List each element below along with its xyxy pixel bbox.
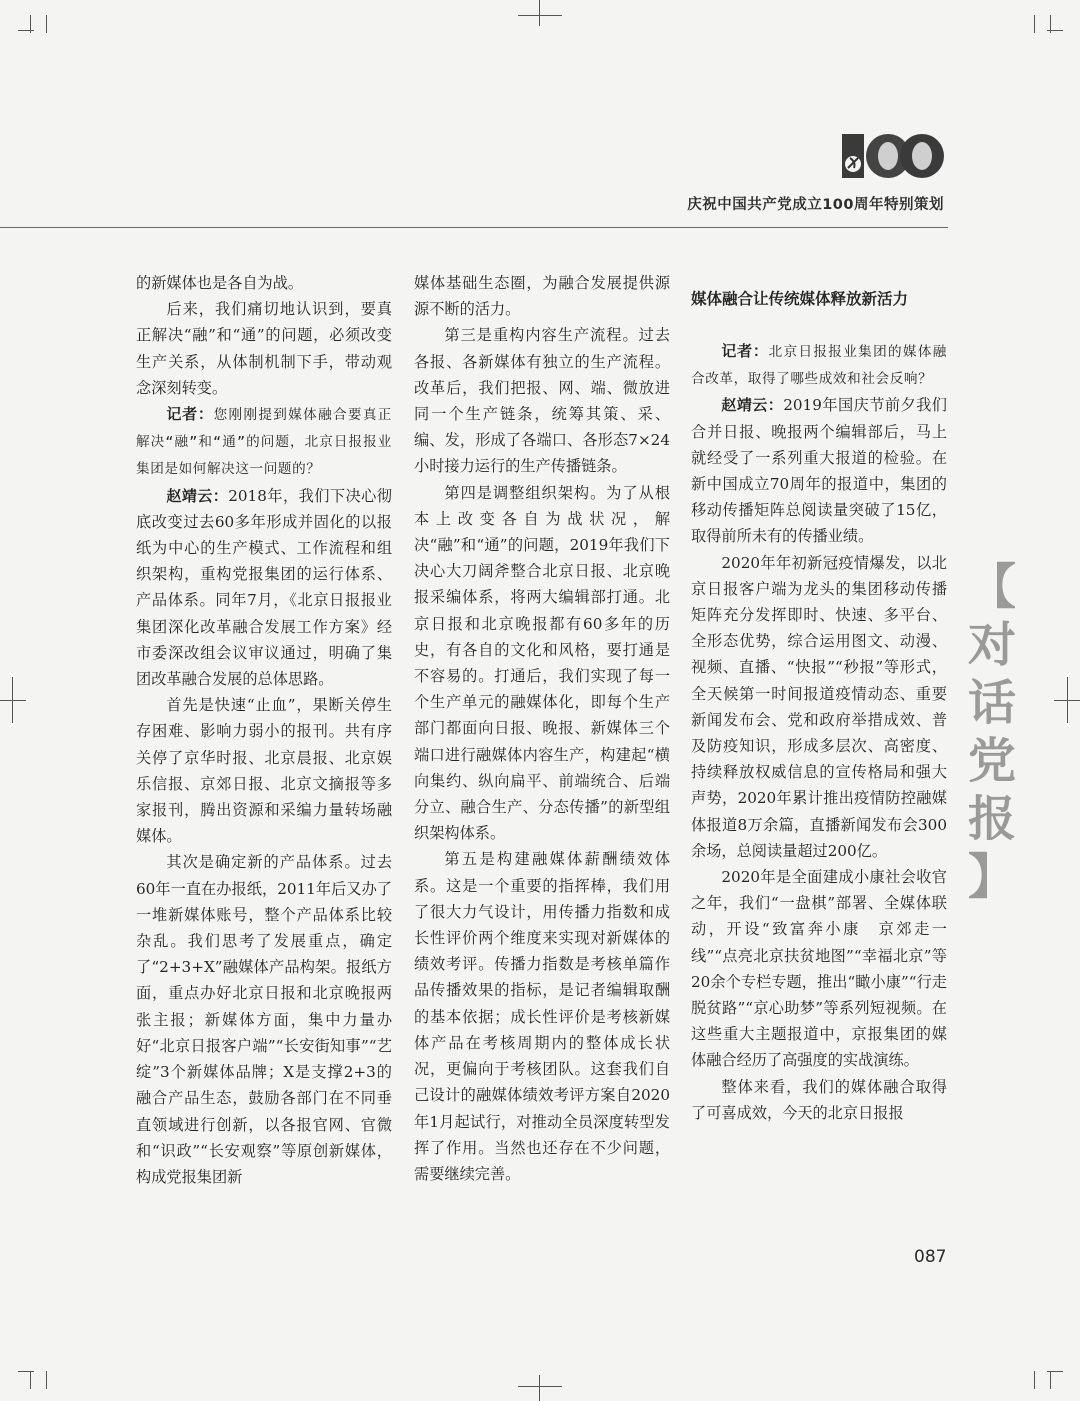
interview-answer <box>691 392 947 549</box>
crop-mark-bottom-right-v2 <box>1050 1371 1051 1389</box>
crop-mark-top-right-v1 <box>1034 15 1035 33</box>
paragraph: 2020年是全面建成小康社会收官之年，我们“一盘棋”部署、全媒体联动，开设“致富奔小康 京郊走一线”“点亮北京扶贫地图”“幸福北京”等20余个专栏专题，推出“瞰小康”“行走脱贫路”“京心助梦”等系列短视频。在这些重大主题报道中，京报集团的媒体融合经历了高强度的实战演练。 <box>691 868 947 1070</box>
crop-mark-mid-left-v <box>12 677 13 723</box>
paragraph: 第三是重构内容生产流程。过去各报、各新媒体有独立的生产流程。改革后，我们把报、网、端、微放进同一个生产链条，统筹其策、采、编、发，形成了各端口、各形态7×24小时接力运行的生产传播链条。 <box>414 326 670 476</box>
logo-badge-text: 100 <box>836 128 838 129</box>
crop-mark-top-right-h <box>1047 30 1063 31</box>
paragraph: 第五是构建融媒体薪酬绩效体系。这是一个重要的指挥棒，我们用了很大力气设计，用传播力指数和成长性评价两个维度来实现对新媒体的绩效考评。传播力指数是考核单篇作品传播效果的指标，是记者编辑取酬的基本依据；成长性评价是考核新媒体产品在考核周期内的整体成长状况，更偏向于考核团队。这套我们自己设计的融媒体绩效考评方案自2020年1月起试行，对推动全员深度转型发挥了作用。当然也还存在不少问题，需要继续完善。 <box>414 850 670 1183</box>
header-rule <box>0 227 948 228</box>
party-centenary-logo <box>836 128 948 184</box>
paragraph: 2020年年初新冠疫情爆发，以北京日报客户端为龙头的集团移动传播矩阵充分发挥即时、快速、多平台、全形态优势，综合运用图文、动漫、视频、直播、“快报”“秒报”等形式，全天候第一时间报道疫情动态、重要新闻发布会、党和政府举措成效、普及防疫知识，形成多层次、高密度、持续释放权威信息的宣传格局和强大声势，2020年累计推出疫情防控融媒体报道8万余篇，直播新闻发布会300余场，总阅读量超过200亿。 <box>691 553 947 860</box>
paragraph: 后来，我们痛切地认识到，要真正解决“融”和“通”的问题，必须改变生产关系，从体制机制下手，带动观念深刻转变。 <box>136 300 392 397</box>
section-side-title <box>962 558 1022 906</box>
article-column-2 <box>414 270 670 1187</box>
crop-mark-top-left-h <box>18 30 34 31</box>
paragraph: 第四是调整组织架构。为了从根本上改变各自为战状况，解决“融”和“通”的问题，2019年我们下决心大刀阔斧整合北京日报、北京晚报采编体系，将两大编辑部打通。北京日报和北京晚报都有60多年的历史，有各自的文化和风格，要打通是不容易的。打通后，我们实现了每一个生产单元的融媒体化，即每个生产部门都面向日报、晚报、新媒体三个端口进行融媒体内容生产，构建起“横向集约、纵向扁平、前端统合、后端分立、融合生产、分态传播”的新型组织架构体系。 <box>414 483 670 843</box>
interview-answer <box>136 483 392 693</box>
side-title-char: 党 <box>967 733 1016 789</box>
crop-mark-top-left-v1 <box>30 15 31 33</box>
article-column-1 <box>136 270 392 1190</box>
question-text: 北京日报报业集团的媒体融合改革，取得了哪些成效和社会反响？ <box>691 344 947 388</box>
crop-mark-bottom-left-v2 <box>46 1371 47 1389</box>
reporter-label: 记者： <box>166 405 214 424</box>
crop-mark-bottom-center-v <box>539 1375 540 1401</box>
article-column-3 <box>691 286 947 1126</box>
section-heading: 媒体融合让传统媒体释放新活力 <box>691 290 909 308</box>
page-number: 087 <box>914 1247 947 1267</box>
answer-text: 2019年国庆节前夕我们合并日报、晚报两个编辑部后，马上就经受了一系列重大报道的检验。在新中国成立70周年的报道中，集团的移动传播矩阵总阅读量突破了15亿，取得前所未有的传播业绩。 <box>691 396 947 546</box>
interviewee-label: 赵靖云： <box>721 396 784 415</box>
side-title-char: 话 <box>967 675 1016 731</box>
reporter-label: 记者： <box>721 342 769 360</box>
crop-mark-mid-left-h <box>0 700 26 701</box>
side-title-char: 报 <box>967 791 1016 847</box>
paragraph: 媒体基础生态圈，为融合发展提供源源不断的活力。 <box>414 274 670 319</box>
paragraph: 的新媒体也是各自为战。 <box>136 274 304 292</box>
interview-question <box>691 338 947 392</box>
crop-mark-top-center-v <box>539 0 540 26</box>
paragraph: 首先是快速“止血”，果断关停生存困难、影响力弱小的报刊。共有序关停了京华时报、北京晨报、北京娱乐信报、京郊日报、北京文摘报等多家报刊，腾出资源和采编力量转场融媒体。 <box>136 696 392 846</box>
paragraph: 整体来看，我们的媒体融合取得了可喜成效，今天的北京日报报 <box>691 1077 947 1122</box>
crop-mark-bottom-right-h <box>1047 1371 1063 1372</box>
side-title-char: 】 <box>967 849 1016 905</box>
header-title: 庆祝中国共产党成立100周年特别策划 <box>687 197 944 213</box>
crop-mark-mid-right-v <box>1067 677 1068 723</box>
crop-mark-bottom-right-v1 <box>1034 1371 1035 1389</box>
crop-mark-bottom-left-v1 <box>30 1371 31 1389</box>
side-title-char: 【 <box>967 559 1016 615</box>
crop-mark-bottom-left-h <box>18 1371 34 1372</box>
crop-mark-bottom-center-h <box>518 1386 562 1387</box>
answer-text: 2018年，我们下决心彻底改变过去60多年形成并固化的以报纸为中心的生产模式、工作流程和组织架构，重构党报集团的运行体系、产品体系。同年7月，《北京日报报业集团深化改革融合发展工作方案》经市委深改组会议审议通过，明确了集团改革融合发展的总体思路。 <box>136 486 392 689</box>
interviewee-label: 赵靖云： <box>166 486 229 505</box>
side-title-char: 对 <box>967 617 1016 673</box>
interview-question <box>136 401 392 483</box>
crop-mark-top-center-h <box>518 15 562 16</box>
paragraph: 其次是确定新的产品体系。过去60年一直在办报纸，2011年后又办了一堆新媒体账号，整个产品体系比较杂乱。我们思考了发展重点，确定了“2+3+X”融媒体产品构架。报纸方面，重点办好北京日报和北京晚报两张主报；新媒体方面，集中力量办好“北京日报客户端”“长安街知事”“艺绽”3个新媒体品牌；X是支撑2+3的融合产品生态，鼓励各部门在不同垂直领域进行创新，以各报官网、官微和“识政”“长安观察”等原创新媒体，构成党报集团新 <box>136 853 392 1186</box>
question-text: 您刚刚提到媒体融合要真正解决“融”和“通”的问题，北京日报报业集团是如何解决这一问题的？ <box>136 407 392 478</box>
crop-mark-top-left-v2 <box>46 15 47 33</box>
